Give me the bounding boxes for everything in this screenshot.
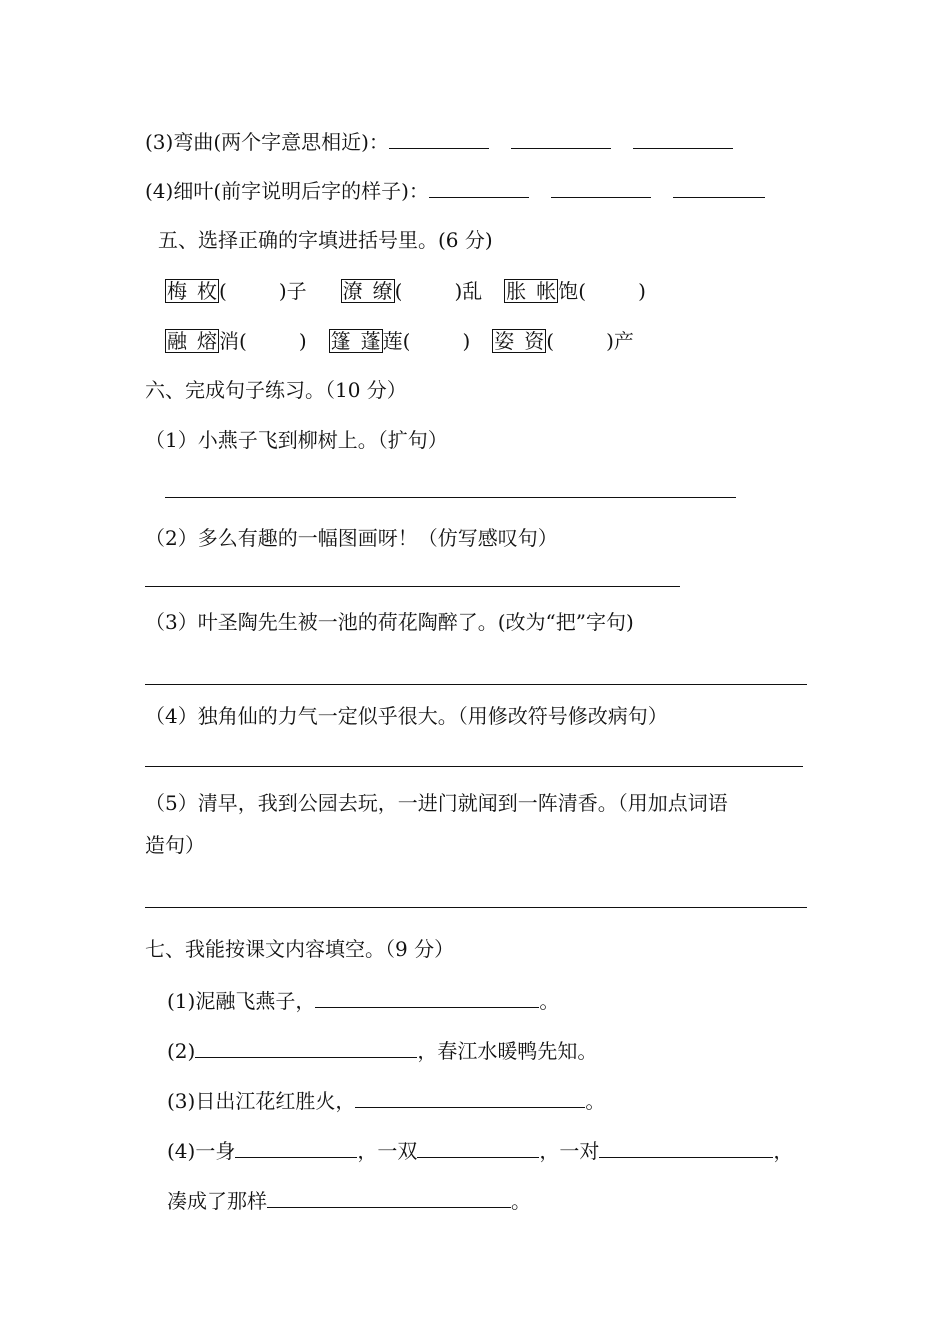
sentence-task-3: （3）叶圣陶先生被一池的荷花陶醉了。(改为“把”字句): [145, 610, 634, 634]
answer-line[interactable]: [145, 684, 807, 685]
sentence-task-1: （1）小燕子飞到柳树上。（扩句）: [145, 428, 448, 452]
choice-row-1: 梅 枚 ( )子 潦 缭 ( )乱 胀 帐 饱( ): [167, 279, 646, 303]
answer-blank[interactable]: [551, 177, 651, 198]
choice-row-2: 融 熔 消( ) 篷 蓬 莲( ) 姿 资 ( )产: [167, 329, 634, 353]
sentence-task-4: （4）独角仙的力气一定似乎很大。（用修改符号修改病句）: [145, 704, 668, 728]
section4-item-4: [145, 177, 765, 203]
answer-blank[interactable]: [195, 1037, 417, 1058]
poem-blank-3: (3)日出江花红胜火， 。: [167, 1089, 606, 1113]
char-choice-box: 潦 缭: [342, 279, 393, 303]
answer-slot[interactable]: [247, 328, 299, 348]
text-blank-4: (4)一身 ，一双 ，一对 ，: [167, 1139, 794, 1163]
answer-blank[interactable]: [389, 128, 489, 149]
answer-line[interactable]: [145, 907, 807, 908]
answer-blank[interactable]: [315, 987, 539, 1008]
answer-slot[interactable]: [586, 278, 638, 298]
answer-blank[interactable]: [673, 177, 765, 198]
answer-line[interactable]: [165, 497, 736, 498]
answer-blank[interactable]: [235, 1137, 357, 1158]
answer-blank[interactable]: [267, 1187, 511, 1208]
char-choice-box: 梅 枚: [167, 279, 217, 303]
item-label: (4)细叶(前字说明后字的样子)：: [145, 179, 429, 203]
answer-blank[interactable]: [633, 128, 733, 149]
answer-line[interactable]: [145, 586, 680, 587]
text-blank-5: 凑成了那样 。: [167, 1189, 531, 1213]
answer-slot[interactable]: [554, 328, 606, 348]
poem-blank-1: (1)泥融飞燕子， 。: [167, 989, 560, 1013]
answer-slot[interactable]: [227, 278, 279, 298]
item-label: (3)弯曲(两个字意思相近)：: [145, 130, 389, 154]
section6-heading: 六、完成句子练习。（10 分）: [145, 378, 407, 402]
answer-blank[interactable]: [429, 177, 529, 198]
section7-heading: 七、我能按课文内容填空。（9 分）: [145, 937, 455, 961]
section4-item-3: [145, 128, 733, 154]
sentence-task-5: （5）清早，我到公园去玩，一进门就闻到一阵清香。（用加点词语: [145, 791, 728, 815]
poem-blank-2: (2) ，春江水暖鸭先知。: [167, 1039, 598, 1063]
char-choice-box: 姿 资: [494, 329, 545, 353]
answer-slot[interactable]: [402, 278, 454, 298]
answer-blank[interactable]: [511, 128, 611, 149]
answer-line[interactable]: [145, 766, 803, 767]
answer-blank[interactable]: [599, 1137, 773, 1158]
char-choice-box: 篷 蓬: [330, 329, 381, 353]
section5-heading: 五、选择正确的字填进括号里。(6 分): [158, 228, 493, 252]
char-choice-box: 胀 帐: [506, 279, 557, 303]
answer-blank[interactable]: [417, 1137, 539, 1158]
answer-slot[interactable]: [410, 328, 462, 348]
sentence-task-2: （2）多么有趣的一幅图画呀！（仿写感叹句）: [145, 526, 558, 550]
answer-blank[interactable]: [355, 1087, 585, 1108]
sentence-task-5-cont: 造句）: [145, 833, 205, 857]
char-choice-box: 融 熔: [167, 329, 217, 353]
